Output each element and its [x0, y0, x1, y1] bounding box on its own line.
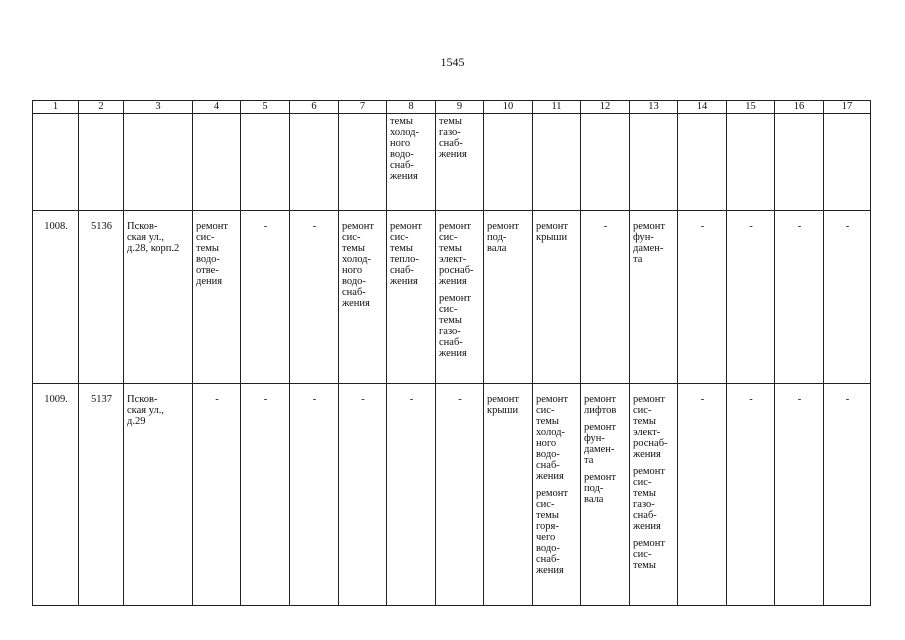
- cell-text-line: темы: [633, 416, 656, 427]
- cell-text-line: ремонт: [633, 466, 666, 477]
- cell-text-line: элект-: [633, 427, 661, 438]
- column-header: 14: [678, 101, 727, 114]
- table-cell: [339, 114, 387, 211]
- column-header: 1: [33, 101, 79, 114]
- table-cell: [387, 114, 436, 211]
- cell-c11: [533, 211, 581, 384]
- cell-c12: -: [581, 211, 630, 384]
- cell-text-line: тепло-: [390, 254, 419, 265]
- cell-text-line: темы: [633, 560, 656, 571]
- cell-c13: [630, 211, 678, 384]
- column-header: 17: [824, 101, 871, 114]
- cell-text-line: Псков-: [127, 221, 158, 232]
- cell-text-line: элект-: [439, 254, 467, 265]
- cell-text-line: ремонт: [487, 394, 520, 405]
- table-cell: [290, 114, 339, 211]
- cell-c6: -: [290, 384, 339, 606]
- table-cell: [241, 114, 290, 211]
- cell-text-line: сис-: [536, 499, 555, 510]
- column-header: 9: [436, 101, 484, 114]
- cell-text-line: темы: [342, 243, 365, 254]
- cell-text-line: ремонт: [584, 422, 617, 433]
- cell-c9: [436, 211, 484, 384]
- cell-text-line: лифтов: [584, 405, 617, 416]
- cell-c4: [193, 211, 241, 384]
- cell-text-line: Псков-: [127, 394, 158, 405]
- cell-text-line: та: [633, 254, 643, 265]
- cell-text-line: ремонт: [196, 221, 229, 232]
- table-cell: [533, 114, 581, 211]
- column-header: 12: [581, 101, 630, 114]
- cell-text-line: снаб-: [390, 265, 414, 276]
- cell-text-line: ремонт: [584, 394, 617, 405]
- cell-text-line: д.29: [127, 416, 146, 427]
- cell-c17: -: [824, 384, 871, 606]
- cell-c11: [533, 384, 581, 606]
- cell-text-line: жения: [633, 521, 661, 532]
- cell-text-line: темы: [196, 243, 219, 254]
- cell-text-line: ремонт: [536, 221, 569, 232]
- cell-text-line: вала: [584, 494, 604, 505]
- cell-text-line: жения: [439, 149, 467, 160]
- cell-text-line: ремонт: [633, 221, 666, 232]
- cell-text-line: снаб-: [536, 554, 560, 565]
- table-cell: [824, 114, 871, 211]
- cell-text-line: газо-: [439, 326, 461, 337]
- table-row: [33, 211, 871, 384]
- cell-text-line: жения: [633, 449, 661, 460]
- cell-c12: [581, 384, 630, 606]
- cell-text-line: дамен-: [633, 243, 664, 254]
- column-header: 8: [387, 101, 436, 114]
- cell-text-line: ремонт: [390, 221, 423, 232]
- cell-text-line: ремонт: [633, 394, 666, 405]
- cell-c8: [387, 211, 436, 384]
- cell-text-line: чего: [536, 532, 556, 543]
- cell-text-line: жения: [390, 171, 418, 182]
- cell-text-line: ская ул.,: [127, 405, 164, 416]
- cell-text-line: сис-: [536, 405, 555, 416]
- cell-c6: -: [290, 211, 339, 384]
- continuation-row: [33, 114, 871, 211]
- cell-text-line: снаб-: [439, 337, 463, 348]
- cell-text-line: та: [584, 455, 594, 466]
- cell-text-line: сис-: [439, 304, 458, 315]
- cell-text-line: темы: [536, 510, 559, 521]
- cell-text-line: жения: [439, 276, 467, 287]
- cell-text-line: сис-: [633, 549, 652, 560]
- cell-text-line: темы: [633, 488, 656, 499]
- table-cell: [484, 114, 533, 211]
- cell-text-line: газо-: [633, 499, 655, 510]
- cell-text-line: крыши: [487, 405, 519, 416]
- column-header: 3: [124, 101, 193, 114]
- cell-text-line: водо-: [196, 254, 220, 265]
- cell-text-line: снаб-: [439, 138, 463, 149]
- cell-text-line: снаб-: [536, 460, 560, 471]
- column-header: 16: [775, 101, 824, 114]
- cell-text-line: темы: [439, 315, 462, 326]
- cell-c15: -: [727, 384, 775, 606]
- cell-text-line: фун-: [633, 232, 654, 243]
- cell-text-line: под-: [487, 232, 507, 243]
- cell-text-line: ремонт: [633, 538, 666, 549]
- column-header: 10: [484, 101, 533, 114]
- cell-text-line: ремонт: [487, 221, 520, 232]
- cell-text-line: снаб-: [633, 510, 657, 521]
- cell-c7: -: [339, 384, 387, 606]
- cell-c8: -: [387, 384, 436, 606]
- cell-text-line: ремонт: [536, 488, 569, 499]
- cell-text-line: жения: [342, 298, 370, 309]
- table-row: [33, 384, 871, 606]
- column-header: 4: [193, 101, 241, 114]
- page-number: 1545: [440, 55, 465, 69]
- cell-text-line: роснаб-: [633, 438, 668, 449]
- cell-text-line: снаб-: [390, 160, 414, 171]
- cell-text-line: ремонт: [342, 221, 375, 232]
- cell-c7: [339, 211, 387, 384]
- cell-text-line: газо-: [439, 127, 461, 138]
- cell-text-line: горя-: [536, 521, 559, 532]
- cell-text-line: темы: [439, 243, 462, 254]
- cell-text-line: сис-: [196, 232, 215, 243]
- cell-text-line: темы: [390, 243, 413, 254]
- works-table: [32, 100, 871, 606]
- cell-code: 5136: [79, 211, 124, 384]
- cell-text-line: ская ул.,: [127, 232, 164, 243]
- cell-c14: -: [678, 384, 727, 606]
- cell-c10: [484, 384, 533, 606]
- cell-text-line: водо-: [390, 149, 414, 160]
- table-cell: [775, 114, 824, 211]
- cell-text-line: водо-: [536, 449, 560, 460]
- cell-text-line: жения: [439, 348, 467, 359]
- cell-c15: -: [727, 211, 775, 384]
- cell-c13: [630, 384, 678, 606]
- cell-text-line: холод-: [342, 254, 371, 265]
- cell-text-line: снаб-: [342, 287, 366, 298]
- cell-text-line: ремонт: [536, 394, 569, 405]
- cell-text-line: крыши: [536, 232, 568, 243]
- cell-text-line: фун-: [584, 433, 605, 444]
- cell-text-line: ремонт: [439, 293, 472, 304]
- column-header: 15: [727, 101, 775, 114]
- cell-num: 1008.: [33, 211, 79, 384]
- cell-text-line: жения: [536, 565, 564, 576]
- column-header: 7: [339, 101, 387, 114]
- cell-text-line: сис-: [633, 405, 652, 416]
- table-cell: [727, 114, 775, 211]
- cell-text-line: ного: [536, 438, 557, 449]
- cell-text-line: ремонт: [584, 472, 617, 483]
- cell-text-line: водо-: [342, 276, 366, 287]
- table-cell: [581, 114, 630, 211]
- cell-c5: -: [241, 211, 290, 384]
- cell-c9: -: [436, 384, 484, 606]
- table-cell: [193, 114, 241, 211]
- cell-text-line: дения: [196, 276, 223, 287]
- cell-text-line: роснаб-: [439, 265, 474, 276]
- cell-text-line: ного: [390, 138, 411, 149]
- cell-c17: -: [824, 211, 871, 384]
- cell-text-line: сис-: [633, 477, 652, 488]
- cell-text-line: вала: [487, 243, 507, 254]
- cell-c4: -: [193, 384, 241, 606]
- cell-text-line: д.28, корп.2: [127, 243, 180, 254]
- cell-text-line: темы: [536, 416, 559, 427]
- cell-text-line: сис-: [439, 232, 458, 243]
- cell-text-line: холод-: [390, 127, 419, 138]
- cell-text-line: сис-: [390, 232, 409, 243]
- column-header: 6: [290, 101, 339, 114]
- table-cell: [33, 114, 79, 211]
- cell-c5: -: [241, 384, 290, 606]
- column-header: 5: [241, 101, 290, 114]
- table-cell: [436, 114, 484, 211]
- column-header: 11: [533, 101, 581, 114]
- cell-c16: -: [775, 211, 824, 384]
- cell-text-line: ного: [342, 265, 363, 276]
- cell-text-line: ремонт: [439, 221, 472, 232]
- cell-text-line: жения: [536, 471, 564, 482]
- column-header: 13: [630, 101, 678, 114]
- cell-c14: -: [678, 211, 727, 384]
- cell-text-line: отве-: [196, 265, 219, 276]
- table-cell: [678, 114, 727, 211]
- cell-num: 1009.: [33, 384, 79, 606]
- cell-c10: [484, 211, 533, 384]
- cell-text-line: сис-: [342, 232, 361, 243]
- column-header: 2: [79, 101, 124, 114]
- table-cell: [124, 114, 193, 211]
- cell-text-line: под-: [584, 483, 604, 494]
- table-cell: [79, 114, 124, 211]
- cell-text-line: жения: [390, 276, 418, 287]
- cell-text-line: холод-: [536, 427, 565, 438]
- cell-address: [124, 211, 193, 384]
- cell-c16: -: [775, 384, 824, 606]
- cell-address: [124, 384, 193, 606]
- cell-text-line: дамен-: [584, 444, 615, 455]
- table-cell: [630, 114, 678, 211]
- cell-text-line: темы: [390, 116, 413, 127]
- cell-text-line: водо-: [536, 543, 560, 554]
- cell-text-line: темы: [439, 116, 462, 127]
- column-number-row: [33, 101, 871, 114]
- cell-code: 5137: [79, 384, 124, 606]
